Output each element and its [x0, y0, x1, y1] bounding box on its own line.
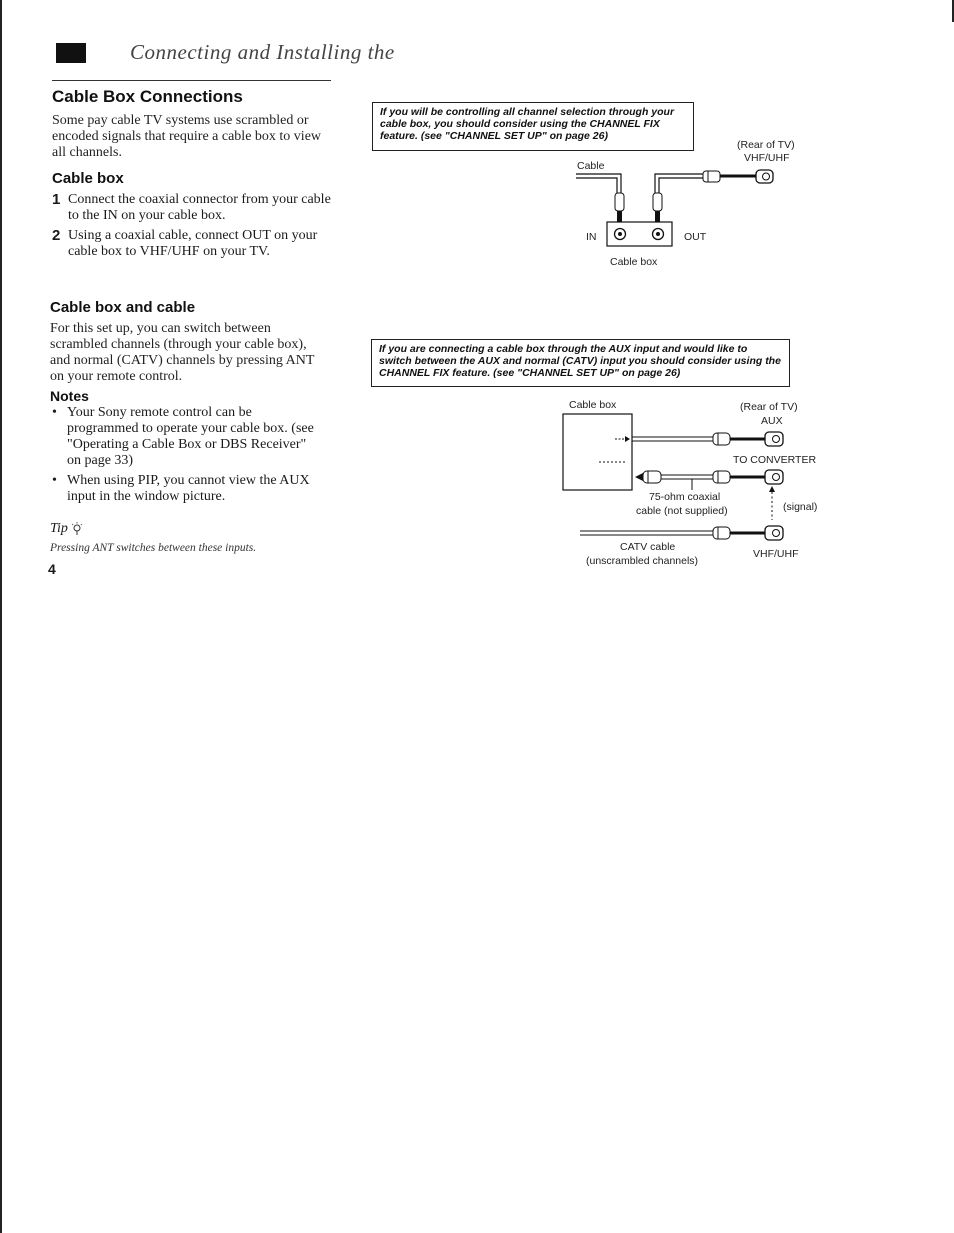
cable-box-outline: [563, 414, 632, 490]
cable-label: Cable: [577, 160, 605, 172]
tip-label-text: Tip: [50, 521, 68, 536]
header-title: Connecting and Installing the: [130, 40, 395, 64]
lightbulb-icon: [71, 522, 83, 536]
cable-box-and-cable-diagram: [555, 410, 800, 545]
step-number: 2: [52, 227, 61, 244]
header-tab-marker: [56, 43, 86, 63]
cable-box-and-cable-title: Cable box and cable: [50, 299, 196, 316]
header-rule: [52, 80, 331, 81]
step-2: [52, 228, 332, 260]
section-title: Cable Box Connections: [52, 87, 243, 106]
step-number: 1: [52, 191, 61, 208]
note-text: When using PIP, you cannot view the AUX input in the window picture.: [67, 473, 310, 504]
bullet-dot: •: [52, 405, 57, 420]
cable-box-body: [607, 222, 672, 246]
cable-box-label: Cable box: [610, 256, 658, 268]
tv-connector: [703, 170, 773, 183]
tip-label: [50, 521, 83, 537]
vhf-uhf-label: VHF/UHF: [744, 152, 790, 164]
catv-cable: [580, 526, 783, 540]
section-intro: Some pay cable TV systems use scrambled or encoded signals that require a cable box to view all channels.: [52, 113, 322, 160]
aux-channel-fix-notice: If you are connecting a cable box through the AUX input and would like to switch between the AUX and normal (CATV) input you should consider using the CHANNEL FIX feature. (see "CHANNEL SET UP" on page 26): [371, 339, 790, 387]
cable-box-title: Cable box: [52, 170, 124, 187]
signal-label: (signal): [783, 501, 818, 513]
aux-cable: [632, 432, 783, 446]
vhf-uhf-label: VHF/UHF: [753, 548, 799, 560]
in-label: IN: [586, 231, 597, 243]
out-cable-line: [655, 174, 703, 193]
out-label: OUT: [684, 231, 707, 243]
note-text: Your Sony remote control can be programmed to operate your cable box. (see "Operating a Cable Box or DBS Receiver" on page 33): [67, 405, 314, 468]
notes-title: Notes: [50, 388, 89, 404]
page-edge-line: [0, 0, 2, 1233]
in-connector: [615, 193, 624, 223]
note-item: [52, 473, 322, 505]
step-text: Connect the coaxial connector from your cable to the IN on your cable box.: [68, 192, 331, 223]
note-item: [52, 405, 322, 469]
page-number: 4: [48, 561, 56, 577]
out-connector: [653, 193, 662, 223]
cable-box-diagram: [560, 165, 800, 250]
tip-text: Pressing ANT switches between these inputs.: [50, 542, 257, 554]
coax-not-supplied-label: cable (not supplied): [636, 505, 728, 517]
coax-label: 75-ohm coaxial: [649, 491, 721, 503]
channel-fix-notice: If you will be controlling all channel selection through your cable box, you should consider using the CHANNEL FIX feature. (see "CHANNEL SET UP" on page 26): [372, 102, 694, 151]
step-1: [52, 192, 332, 224]
cable-box-and-cable-text: For this set up, you can switch between scrambled channels (through your cable box), and normal (CATV) channels by pressing ANT on your remote control.: [50, 321, 315, 384]
step-text: Using a coaxial cable, connect OUT on your cable box to VHF/UHF on your TV.: [68, 228, 318, 259]
aux-label: AUX: [761, 415, 783, 427]
converter-cable: [635, 470, 783, 490]
cable-box-label: Cable box: [569, 399, 617, 411]
incoming-cable-line: [576, 174, 621, 193]
unscrambled-label: (unscrambled channels): [586, 555, 699, 567]
rear-of-tv-label: (Rear of TV): [737, 139, 795, 151]
rear-of-tv-label: (Rear of TV): [740, 401, 798, 413]
bullet-dot: •: [52, 473, 57, 488]
catv-cable-label: CATV cable: [620, 541, 676, 553]
signal-arrow: [769, 486, 775, 520]
to-converter-label: TO CONVERTER: [733, 454, 817, 466]
